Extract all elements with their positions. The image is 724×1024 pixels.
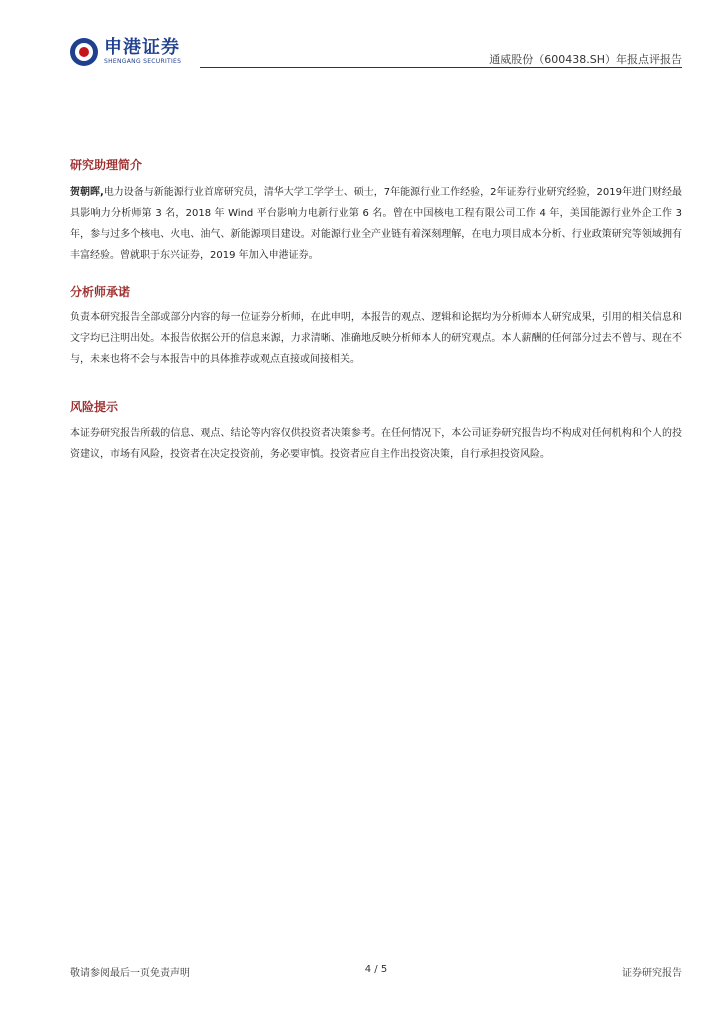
assistant-bio <box>70 182 682 266</box>
logo-english-name: SHENGANG SECURITIES <box>104 58 182 65</box>
assistant-section-title: 研究助理简介 <box>70 158 143 172</box>
company-logo <box>70 35 181 69</box>
logo-chinese-name: 申港证券 <box>104 37 180 58</box>
assistant-bio-text: 电力设备与新能源行业首席研究员，清华大学工学学士、硕士，7年能源行业工作经验，2年证券行业研究经验，2019年进门财经最具影响力分析师第 3 名，2018 年 Wind 平台影响力电新行业第 6 名。曾在中国核电工程有限公司工作 4 年，美国能源行业外企工作 3 年，参与过多个核电、火电、油气、新能源项目建设。对能源行业全产业链有着深刻理解，在电力项目成本分析、行业政策研究等领域拥有丰富经验。曾就职于东兴证券，2019 年加入申港证券。 <box>70 187 682 261</box>
logo-emblem-icon <box>70 38 98 66</box>
risk-section-title: 风险提示 <box>70 400 119 414</box>
report-title: 通威股份（600438.SH）年报点评报告 <box>489 53 682 66</box>
commitment-text: 负责本研究报告全部或部分内容的每一位证券分析师，在此申明，本报告的观点、逻辑和论据均为分析师本人研究成果，引用的相关信息和文字均已注明出处。本报告依据公开的信息来源，力求清晰、准确地反映分析师本人的研究观点。本人薪酬的任何部分过去不曾与、现在不与，未来也将不会与本报告中的具体推荐或观点直接或间接相关。 <box>70 312 682 365</box>
report-type: 证券研究报告 <box>622 968 682 979</box>
header-divider <box>200 67 682 68</box>
page-number: 4 / 5 <box>364 964 388 975</box>
disclaimer-note: 敬请参阅最后一页免责声明 <box>70 968 190 979</box>
assistant-name: 贺朝晖, <box>70 187 104 198</box>
page-header <box>70 35 682 69</box>
commitment-section-title: 分析师承诺 <box>70 285 131 299</box>
risk-text: 本证券研究报告所载的信息、观点、结论等内容仅供投资者决策参考。在任何情况下，本公司证券研究报告均不构成对任何机构和个人的投资建议，市场有风险，投资者在决定投资前，务必要审慎。投资者应自主作出投资决策，自行承担投资风险。 <box>70 428 682 460</box>
page-footer <box>70 964 682 978</box>
